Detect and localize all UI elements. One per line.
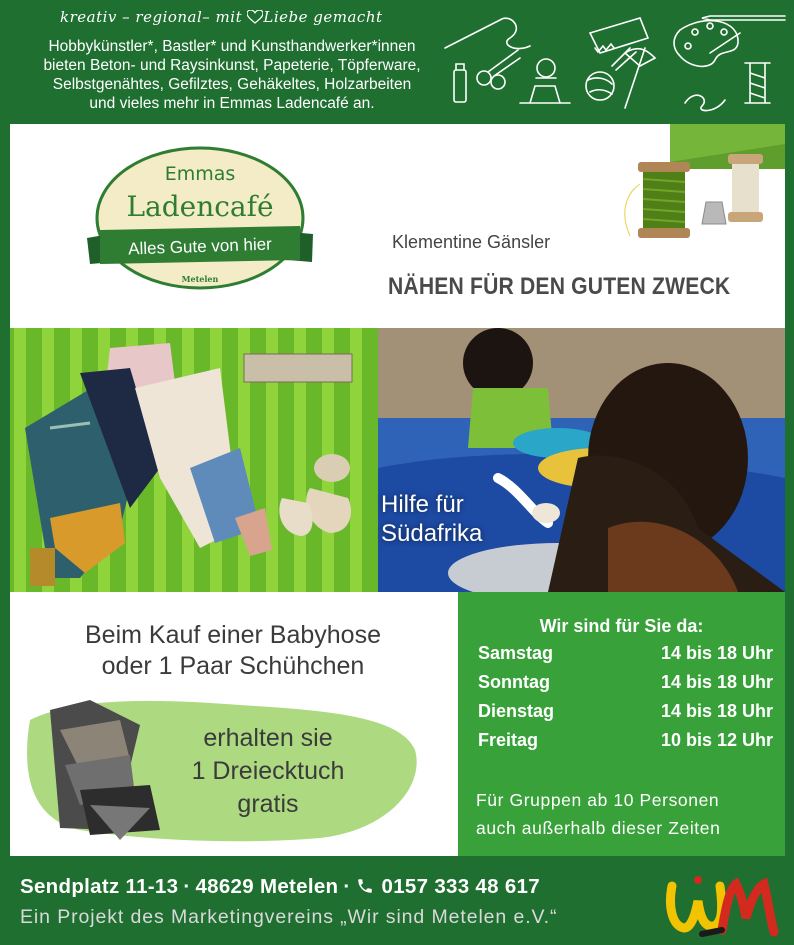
project-credit: Ein Projekt des Marketingvereins „Wir sind Metelen e.V.“ [20,906,558,928]
craft-icons [440,8,790,118]
groups-note-line: auch außerhalb dieser Zeiten [476,818,721,838]
photo-caption-line: Hilfe für [381,491,464,518]
offer-line: oder 1 Paar Schühchen [101,652,365,680]
offer-text [18,620,448,682]
offer-line: Beim Kauf einer Babyhose [84,621,381,649]
gift-line: 1 Dreiecktuch [191,757,345,785]
hours-time: 14 bis 18 Uhr [660,672,773,692]
zip-city: 48629 Metelen [195,875,339,898]
baby-clothes-photo [10,328,379,592]
address-line [20,875,540,899]
phone-icon [356,877,374,895]
gift-text [168,722,368,821]
event-title: NÄHEN FÜR DEN GUTEN ZWECK [388,273,731,300]
hours-day: Samstag [478,643,554,663]
hours-day: Dienstag [478,701,555,721]
logo-ribbon-text: Alles Gute von hier [127,234,273,259]
groups-note-line: Für Gruppen ab 10 Personen [476,790,720,810]
street-address: Sendplatz 11-13 [20,875,179,898]
emmas-ladencafe-logo [82,146,332,306]
intro-line: Selbstgenähtes, Gefilztes, Gehäkeltes, Holzarbeiten [52,76,412,93]
hours-day: Sonntag [478,672,550,692]
intro-text [22,37,442,113]
separator: · [183,875,191,898]
hours-time: 10 bis 12 Uhr [660,730,773,750]
gift-line: gratis [237,790,299,818]
logo-name-main: Ladencafé [126,190,274,223]
children-photo [378,328,785,592]
hours-day: Freitag [478,730,539,750]
thread-spool-icon [610,124,785,244]
background-stripe [14,328,26,592]
photo-caption-line: Südafrika [381,520,483,547]
hours-title: Wir sind für Sie da: [539,616,704,636]
intro-line: Hobbykünstler*, Bastler* und Kunsthandwerker*innen [48,38,416,55]
gift-line: erhalten sie [203,724,333,752]
logo-name-top: Emmas [164,163,236,185]
intro-line: bieten Beton- und Raysinkunst, Papeterie, Töpferware, [43,57,421,74]
tagline-start: kreativ – regional– mit [60,8,248,26]
tagline [60,8,430,26]
wir-sind-metelen-logo [662,866,782,941]
heart-icon [247,10,263,24]
photo-caption [381,490,482,548]
intro-line: und vieles mehr in Emmas Ladencafé an. [89,95,375,112]
hours-time: 14 bis 18 Uhr [660,701,773,721]
separator: · [343,875,351,898]
groups-note [476,786,776,842]
event-person: Klementine Gänsler [392,232,551,252]
logo-town: Metelen [181,274,219,284]
tagline-end: Liebe gemacht [263,8,383,26]
hours-time: 14 bis 18 Uhr [660,643,773,663]
phone-number[interactable]: 0157 333 48 617 [381,875,540,898]
